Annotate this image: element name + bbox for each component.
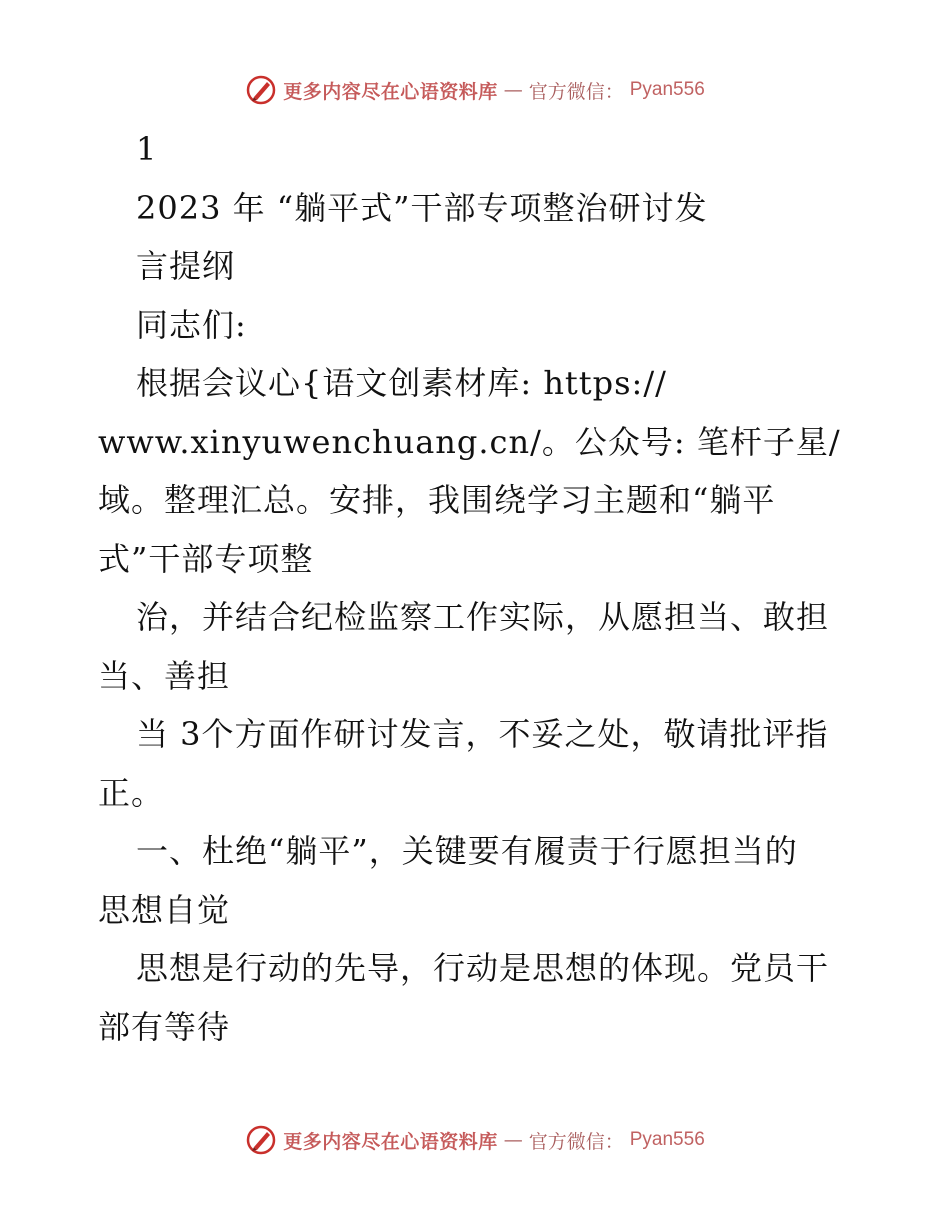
footer-banner [0, 1120, 950, 1160]
pen-logo-icon [245, 1124, 277, 1156]
page-number: 1 [136, 130, 158, 168]
pen-logo-icon [245, 74, 277, 106]
paragraph-line: 当 3个方面作研讨发言，不妥之处，敬请批评指 [136, 715, 829, 753]
paragraph-line: 部有等待 [98, 1007, 231, 1046]
banner-account: Pyan556 [629, 79, 705, 100]
section-heading-line-1: 一、杜绝“躺平”，关键要有履责于行愿担当的 [136, 832, 798, 870]
paragraph-line: 当、善担 [98, 656, 231, 695]
document-body [98, 120, 858, 1056]
paragraph-line: 治，并结合纪检监察工作实际，从愿担当、敢担 [136, 598, 830, 636]
paragraph-line: 式”干部专项整 [98, 539, 314, 578]
banner-account: Pyan556 [629, 1129, 705, 1150]
section-heading-line-2: 思想自觉 [98, 890, 231, 929]
paragraph-line: 根据会议心{语文创素材库: https:// [136, 364, 667, 402]
header-banner [0, 70, 950, 110]
title-line-1: 2023 年 “躺平式”干部专项整治研讨发 [136, 188, 708, 227]
salutation: 同志们: [136, 305, 247, 344]
title-line-2: 言提纲 [136, 247, 236, 285]
banner-dash: — [503, 1129, 523, 1151]
banner-dash: — [503, 79, 523, 101]
banner-wechat-label: 官方微信： [528, 80, 624, 103]
banner-wechat-label: 官方微信： [528, 1130, 624, 1153]
banner-brand: 更多内容尽在心语资料库 [283, 1130, 498, 1153]
paragraph-line: 域。整理汇总。安排，我围绕学习主题和“躺平 [98, 481, 776, 519]
paragraph-line-url: www.xinyuwenchuang.cn/。公众号: 笔杆子星/ [98, 422, 841, 461]
paragraph-line: 思想是行动的先导，行动是思想的体现。党员干 [136, 949, 830, 987]
banner-brand: 更多内容尽在心语资料库 [283, 80, 498, 103]
paragraph-line: 正。 [98, 773, 165, 812]
